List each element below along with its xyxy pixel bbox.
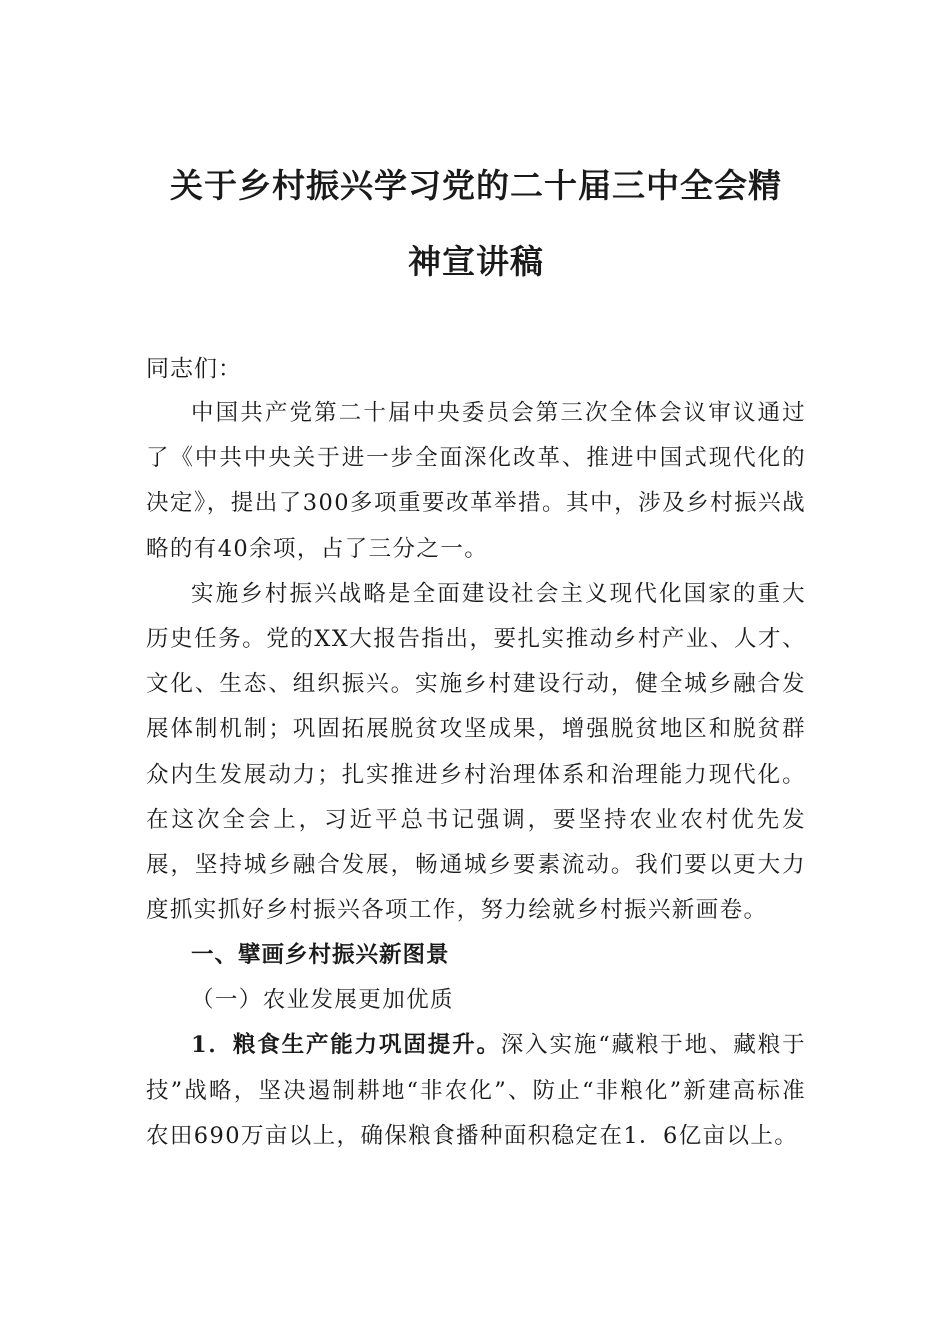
subsection-heading: （一）农业发展更加优质 xyxy=(191,987,454,1014)
salutation: 同志们： xyxy=(146,356,242,382)
section-heading: 一、擘画乡村振兴新图景 xyxy=(191,942,450,969)
title-line-2: 神宣讲稿 xyxy=(408,242,544,281)
document-page xyxy=(146,148,806,1159)
document-title xyxy=(146,148,806,300)
paragraph-grain xyxy=(146,1023,806,1159)
paragraph-intro: 中国共产党第二十届中央委员会第三次全体会议审议通过了《中共中央关于进一步全面深化改革、推进中国式现代化的决定》，提出了300多项重要改革举措。其中，涉及乡村振兴战略的有40余项，占了三分之一。 xyxy=(146,400,806,562)
paragraph-strategy: 实施乡村振兴战略是全面建设社会主义现代化国家的重大历史任务。党的XX大报告指出，要扎实推动乡村产业、人才、文化、生态、组织振兴。实施乡村建设行动，健全城乡融合发展体制机制；巩固拓展脱贫攻坚成果，增强脱贫地区和脱贫群众内生发展动力；扎实推进乡村治理体系和治理能力现代化。在这次全会上，习近平总书记强调，要坚持农业农村优先发展，坚持城乡融合发展，畅通城乡要素流动。我们要以更大力度抓实抓好乡村振兴各项工作，努力绘就乡村振兴新画卷。 xyxy=(146,580,806,924)
item-body: 深入实施“藏粮于地、藏粮于技”战略，坚决遏制耕地“非农化”、防止“非粮化”新建高标准农田690万亩以上，确保粮食播种面积稳定在1．6亿亩以上。 xyxy=(146,1032,806,1149)
item-lead: 1．粮食生产能力巩固提升。 xyxy=(191,1032,501,1059)
title-line-1: 关于乡村振兴学习党的二十届三中全会精 xyxy=(170,166,782,205)
